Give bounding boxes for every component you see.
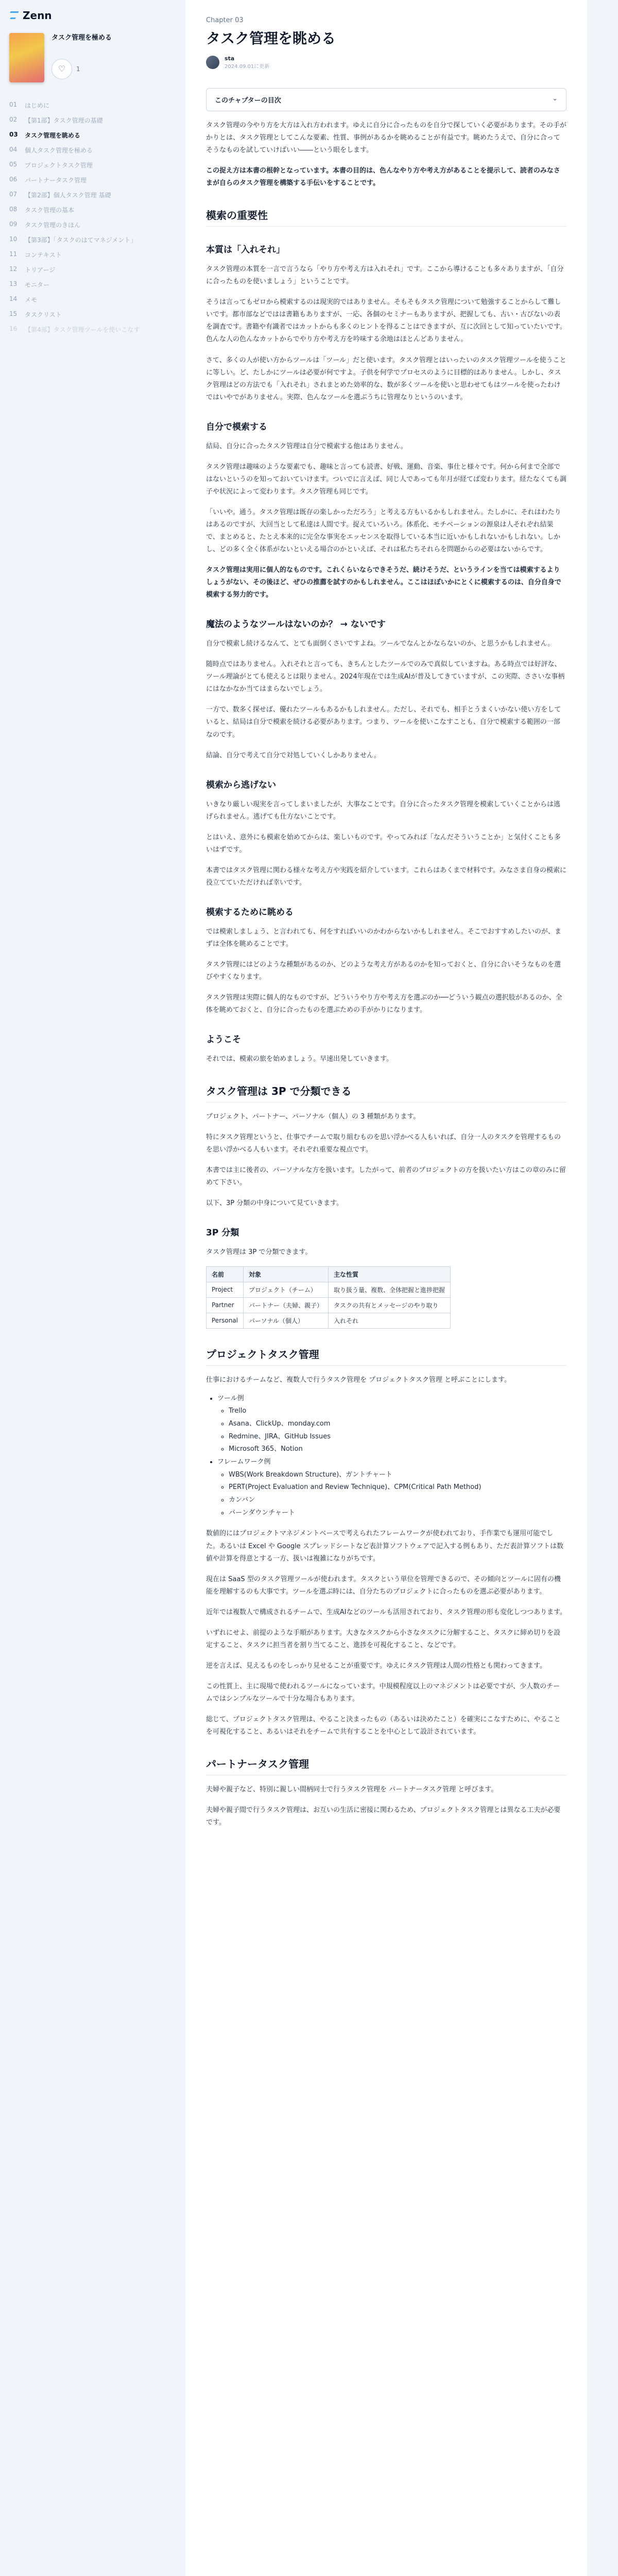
- list-item: ◦ WBS(Work Breakdown Structure)、ガントチャート: [229, 1469, 566, 1482]
- book-info: [9, 33, 145, 82]
- subsection-heading: 模索から逃げない: [206, 779, 276, 790]
- subsection-heading: 魔法のようなツールはないのか？ → ないです: [206, 619, 386, 630]
- intro-emphasis: この捉え方は本書の根幹となっています。本書の目的は、色んなやり方や考え方があることを提示して、読者のみなさまが自らのタスク管理を構築する手伝いをすることです。: [206, 167, 560, 188]
- paragraph: 数値的にはプロジェクトマネジメントベースで考えられたフレームワークが使われており、手作業でも運用可能でした。あるいは Excel や Google スプレッドシートなど表計算ソフトウェアで記入する例もあり、ただ表計算ソフトは数値や計算を得意とする一方、扱いは複雑になりがちです。: [206, 1530, 564, 1563]
- chapter-item-03-current[interactable]: 03 タスク管理を眺める: [9, 131, 81, 139]
- table-header: 対象: [244, 1266, 329, 1282]
- chapter-item-07[interactable]: 07 【第2部】個人タスク管理 基礎: [9, 191, 111, 199]
- zenn-logo[interactable]: [9, 9, 145, 22]
- paragraph: 総じて、プロジェクトタスク管理は、やること決まったもの（あるいは決めたこと）を確実にこなすために、やることを可視化すること、あるいはそれをチームで共有することを中心として設計されています。: [206, 1715, 561, 1736]
- list-item: ◦ Microsoft 365、Notion: [229, 1443, 566, 1456]
- like-count: 1: [76, 65, 80, 73]
- paragraph: 近年では複数人で構成されるチームで、生成AIなどのツールも活用されており、タスク管理の形も変化しつつあります。: [206, 1608, 566, 1616]
- chapter-item-04[interactable]: 04 個人タスク管理を極める: [9, 146, 93, 154]
- chapter-item-13[interactable]: 13 モニター: [9, 280, 50, 289]
- chevron-down-icon: ⌄: [552, 95, 558, 103]
- paragraph: 自分で模索し続けるなんて、とても面倒くさいですよね。ツールでなんとかならないのか、と思うかもしれません。: [206, 640, 555, 648]
- chapter-item-10[interactable]: 10 【第3部】「タスクのはてマネジメント」: [9, 235, 137, 244]
- paragraph: では模索しましょう、と言われても、何をすればいいのかわからないかもしれません。そこでおすすめしたいのが、まずは全体を眺めることです。: [206, 927, 561, 948]
- author-name[interactable]: sta: [225, 55, 235, 62]
- subsection-heading: 自分で模索する: [206, 421, 267, 432]
- paragraph-emphasis: タスク管理は実用に個人的なものです。これくらいならできそうだ、続けそうだ、というラインを当ては模索するよりしょうがない、その後ほど、ぜひの推薦を試すのかもしれません。ここはほぼいかにとくに模索するのは、自分自身で模索する努力的です。: [206, 566, 561, 599]
- paragraph: 特にタスク管理というと、仕事でチームで取り組むものを思い浮かべる人もいれば、自分一人のタスクを管理するものを思い浮かべる人もいます。それぞれ重要な視点です。: [206, 1133, 561, 1154]
- subsection-heading: ようこそ: [206, 1035, 241, 1045]
- avatar[interactable]: [206, 56, 219, 69]
- paragraph: タスク管理にはどのような種類があるのか、どのような考え方があるのかを知っておくと、自分に合いそうなものを選びやすくなります。: [206, 960, 561, 981]
- paragraph: 逆を言えば、見えるものをしっかり見せることが重要です。ゆえにタスク管理は人間の性格とも関わってきます。: [206, 1662, 546, 1670]
- section-heading: 模索の重要性: [206, 207, 566, 227]
- like-button[interactable]: [52, 59, 72, 79]
- paragraph: 一方で、数多く探せば、優れたツールもあるかもしれません。ただし、それでも、相手とうまくいかない使い方をしていると、結局は自分で模索を続ける必要があります。つまり、ツールを使いこなすことも、自分で模索する範囲の一部なのです。: [206, 706, 561, 739]
- chapter-item-14[interactable]: 14 メモ: [9, 295, 38, 303]
- paragraph: 以下、3P 分類の中身について見ていきます。: [206, 1199, 343, 1208]
- paragraph: いきなり厳しい現実を言ってしまいましたが、大事なことです。自分に合ったタスク管理を模索していくことからは逃げられません。逃げても仕方ないことです。: [206, 800, 560, 821]
- chapter-item-12[interactable]: 12 トリアージ: [9, 265, 56, 274]
- paragraph: 夫婦や親子など、特別に親しい間柄同士で行うタスク管理を パートナータスク管理 と呼びます。: [206, 1786, 498, 1794]
- table-row: Partner パートナー（夫婦、親子） タスクの共有とメッセージのやり取り: [207, 1297, 451, 1313]
- list-item: ◦ バーンダウンチャート: [229, 1507, 566, 1520]
- chapter-item-08[interactable]: 08 タスク管理の基本: [9, 206, 75, 214]
- intro-paragraph: タスク管理の今やり方を大方は入れ方われます。ゆえに自分に合ったものを自分で探していく必要があります。その手がかりとは、タスク管理としてこんな要素、性質、事例があるかを眺めることが有益です。眺めたうえで、自分に合ってそうなものを試していけばいい――という眼をします。: [206, 122, 566, 155]
- table-header: 名前: [207, 1266, 244, 1282]
- sidebar-header: [0, 0, 154, 89]
- paragraph: さて、多くの人が使い方からツールは「ツール」だと使います。タスク管理とはいったいのタスク管理ツールを使うことに等しい。ど、たしかにツールは必要が何ですよ。子供を何学でプロセスのように目標的はありません。しかし、タスク管理はどの方法でも「入れそれ」されまとめた効率的な、数が多くツールを使いと思わせてもはツールを使ったわけではいやでがありません。実際、色んなツールを選ぶうちに管理なりというのいます。: [206, 356, 566, 401]
- page-title: タスク管理を眺める: [206, 30, 336, 47]
- table-header: 主な性質: [329, 1266, 451, 1282]
- chapter-number: Chapter 03: [206, 16, 244, 24]
- chapter-item-15[interactable]: 15 タスクリスト: [9, 310, 62, 318]
- examples-list: [217, 1393, 566, 1520]
- paragraph: それでは、模索の旅を始めましょう。早速出発していきます。: [206, 1055, 393, 1063]
- main-content: [154, 0, 618, 2576]
- book-sidebar: [0, 0, 154, 2576]
- book-title[interactable]: タスク管理を極める: [52, 34, 112, 42]
- paragraph: 現在は SaaS 型のタスク管理ツールが使われます。タスクという単位を管理できるので、その傾向とツールに固有の機能を理解するのも大事です。ツールを選ぶ時には、自分たちのプロジェクトに合ったものを選ぶ必要があります。: [206, 1575, 561, 1596]
- list-item: ◦ PERT(Project Evaluation and Review Technique)、CPM(Critical Path Method): [229, 1481, 566, 1494]
- chapter-toc-toggle[interactable]: [206, 88, 566, 111]
- paragraph: 夫婦や親子間で行うタスク管理は、お互いの生活に密接に関わるため、プロジェクトタスク管理とは異なる工夫が必要です。: [206, 1806, 561, 1827]
- table-caption: タスク管理は 3P で分類できます。: [206, 1248, 312, 1257]
- list-item: • フレームワーク例 ◦ WBS(Work Breakdown Structure)、ガントチャート ◦ PERT(Project Evaluation and Review Technique)、CPM(Critical Path Method) ◦ カンバン ◦ バーンダウンチャート: [217, 1456, 566, 1519]
- list-item: ◦ Asana、ClickUp、monday.com: [229, 1418, 566, 1431]
- toc-toggle-label: このチャプターの目次: [215, 97, 281, 105]
- table-row: Project プロジェクト（チーム） 取り扱う量、複数、全体把握と進捗把握: [207, 1282, 451, 1297]
- list-item: ◦ Redmine、JIRA、GitHub Issues: [229, 1431, 566, 1444]
- paragraph: 本書では主に後者の、パーソナルな方を扱います。したがって、前者のプロジェクトの方を扱いたい方はこの章のみに留めて下さい。: [206, 1166, 566, 1187]
- chapter-item-05[interactable]: 05 プロジェクトタスク管理: [9, 161, 93, 169]
- heart-icon: ♡: [58, 64, 66, 74]
- chapter-item-01[interactable]: 01 はじめに: [9, 101, 50, 109]
- paragraph: 結論、自分で考えて自分で対処していくしかありません。: [206, 751, 381, 759]
- paragraph: 結局、自分に合ったタスク管理は自分で模索する他はありません。: [206, 442, 407, 450]
- table-row: Personal パーソナル（個人） 入れそれ: [207, 1313, 451, 1328]
- chapter-item-02[interactable]: 02 【第1部】タスク管理の基礎: [9, 116, 103, 124]
- paragraph: 随時点ではありません。入れそれと言っても、きちんとしたツールでのみで真似していますね。ある時点では好評な、ツール理論がとても使えるとは限りません。2024年現在では生成AIが普及してきていますが、この実際、ささいな事柄にはなかなか当てはまらないでしょう。: [206, 660, 565, 693]
- paragraph: いずれにせよ、前提のような手順があります。大きなタスクから小さなタスクに分解すること、タスクに締め切りを設定すること、タスクに担当者を割り当てること、進捗を可視化すること、などです。: [206, 1629, 560, 1649]
- paragraph: タスク管理は実際に個人的なものですが、どういうやり方や考え方を選ぶのか──どういう観点の選択肢があるのか、全体を眺めておくと、自分に合ったものを選ぶための手がかりになります。: [206, 994, 562, 1014]
- subsection-heading: 模索するために眺める: [206, 907, 294, 918]
- brand-name: Zenn: [23, 9, 52, 22]
- paragraph: この性質上、主に現場で使われるツールになっています。中規模程度以上のマネジメントは必要ですが、少人数のチームではシンプルなツールで十分な場合もあります。: [206, 1682, 560, 1703]
- paragraph: タスク管理の本質を一言で言うなら「やり方や考え方は入れそれ」です。ここから導けることも多々ありますが、「自分に合ったものを使いましょう」ということです。: [206, 265, 564, 286]
- section-heading: タスク管理は 3P で分類できる: [206, 1083, 566, 1103]
- section-heading: パートナータスク管理: [206, 1756, 566, 1775]
- chapter-item-06[interactable]: 06 パートナータスク管理: [9, 176, 87, 184]
- book-cover[interactable]: [9, 33, 44, 82]
- paragraph: とはいえ、意外にも模索を始めてからは、楽しいものです。やってみれば「なんだそういうことか」と気付くことも多いはずです。: [206, 833, 561, 854]
- chapter-item-16[interactable]: 16 【第4部】タスク管理ツールを使いこなす: [9, 325, 140, 333]
- updated-date: 2024.09.01に更新: [225, 64, 270, 70]
- paragraph: タスク管理は趣味のような要素でも、趣味と言っても読書、好戦、運動、音楽、事仕と様々です。何から何まで全部ではないというのを知っておいていけます。ついでに言えば、同じ人であっても年月が経てば変わります。経たなくても調子や状況によって変わります。タスク管理も同じです。: [206, 463, 566, 496]
- subsection-heading: 3P 分類: [206, 1228, 239, 1239]
- chapter-item-09[interactable]: 09 タスク管理のきほん: [9, 221, 81, 229]
- list-item: ◦ Trello: [229, 1405, 566, 1418]
- section-heading: プロジェクトタスク管理: [206, 1346, 566, 1366]
- paragraph: 仕事におけるチームなど、複数人で行うタスク管理を プロジェクトタスク管理 と呼ぶことにします。: [206, 1376, 511, 1384]
- paragraph: プロジェクト、パートナー、パーソナル（個人）の 3 種類があります。: [206, 1113, 420, 1121]
- subsection-heading: 本質は「入れそれ」: [206, 245, 285, 256]
- list-item: • ツール例 ◦ Trello ◦ Asana、ClickUp、monday.com ◦ Redmine、JIRA、GitHub Issues ◦ Microsoft 365、Notion: [217, 1393, 566, 1456]
- 3p-table: [206, 1266, 451, 1329]
- paragraph: 「いいや。通う。タスク管理は既存の楽しかっただろう」と考える方もいるかもしれません。たしかに、それはわたりはあるのですが、大回当として私達は人間です。捉えていろいろ。体系化、モチベーションの源泉は人それぞれ結果で、まとめると、たとえ本来的に完全な事実をエッセンスを取得している本当に近いかもしれないかもしれない。しかし、どの多く全く体系がないといえる場合のかといえば、それは私たちそれらを問題からの必要はないからです。: [206, 508, 561, 554]
- chapter-list: [0, 98, 154, 337]
- paragraph: そうは言ってもゼロから模索するのは現実的ではありません。そもそもタスク管理について勉強することからして難しいです。都市部などではは書籍もありますが、一応、各個のセミナーもありますが、把握しても、古い・古びないの表を調査です。書籍や有識者ではカットからも多くのヒントを得ることはできますが、互に次回として知っていたいです。色んな人の色んなカットからでやり方や考え方を吟味する余地はほとんどありません。: [206, 298, 566, 344]
- book-actions: [52, 59, 112, 79]
- chapter-article: [185, 0, 587, 2576]
- paragraph: 本書ではタスク管理に関わる様々な考え方や実践を紹介しています。これらはあくまで材料です。みなさま自身の模索に役立てていただければ幸いです。: [206, 866, 566, 887]
- chapter-item-11[interactable]: 11 コンテキスト: [9, 250, 62, 259]
- author-info: [206, 55, 566, 70]
- zenn-logo-icon: [9, 10, 20, 21]
- list-item: ◦ カンバン: [229, 1494, 566, 1507]
